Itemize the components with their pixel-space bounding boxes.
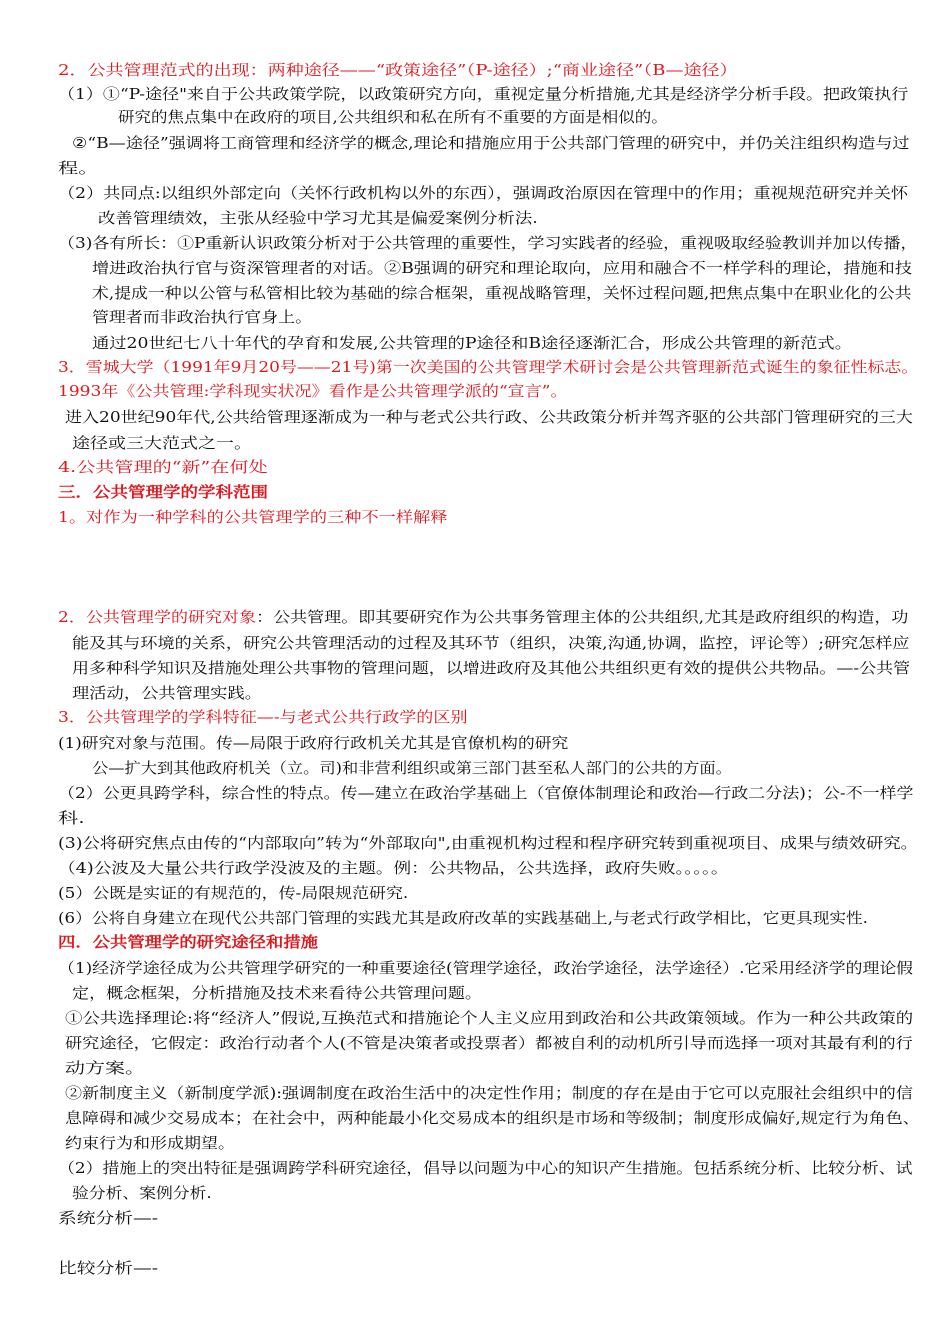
paragraph-line: 进入20世纪90年代,公共给管理逐渐成为一种与老式公共行政、公共政策分析并驾齐驱的公共部门管理研究的三大 — [65, 408, 913, 426]
section-heading: 2．公共管理学的研究对象 — [58, 608, 257, 626]
paragraph-line: （2）共同点:以组织外部定向（关怀行政机构以外的东西），强调政治原因在管理中的作用；重视规范研究并关怀 — [58, 184, 909, 202]
paragraph-line: 研究途径，它假定：政治行动者个人(不管是决策者或投票者）都被自利的动机所引导而选择一项对其最有利的行 — [65, 1034, 913, 1052]
paragraph-line: ②新制度主义（新制度学派):强调制度在政治生活中的决定性作用；制度的存在是由于它可以克服社会组织中的信 — [65, 1084, 913, 1102]
paragraph-line: （1)经济学途径成为公共管理学研究的一种重要途径(管理学途径，政治学途径，法学途径）.它采用经济学的理论假 — [58, 959, 914, 977]
paragraph-line: 公—扩大到其他政府机关（立。司)和非营利组织或第三部门甚至私人部门的公共的方面。 — [92, 759, 732, 777]
paragraph-line: 途径或三大范式之一。 — [72, 434, 253, 452]
paragraph-line: (6）公将自身建立在现代公共部门管理的实践尤其是政府改革的实践基础上,与老式行政学相比，它更具现实性. — [58, 909, 868, 927]
paragraph-line: 定，概念框架，分析措施及技术来看待公共管理问题。 — [72, 984, 483, 1002]
paragraph-line: （2）公更具跨学科，综合性的特点。传—建立在政治学基础上（官僚体制理论和政治—行政二分法)；公-不一样学 — [58, 784, 914, 802]
paragraph-line: 约束行为和形成期望。 — [65, 1134, 236, 1152]
paragraph-line: 比较分析—- — [58, 1259, 159, 1277]
paragraph-line: 研究的焦点集中在政府的项目,公共组织和私在所有不重要的方面是相似的。 — [118, 108, 668, 126]
paragraph-line: 系统分析—- — [58, 1209, 159, 1227]
paragraph-line: （1）①“P-途径"来自于公共政策学院，以政策研究方向，重视定量分析措施,尤其是经济学分析手段。把政策执行 — [58, 85, 909, 103]
section-heading: 4.公共管理的“新”在何处 — [58, 458, 268, 476]
paragraph-line: 动方案。 — [65, 1059, 146, 1077]
paragraph-line: （2）措施上的突出特征是强调跨学科研究途径，倡导以问题为中心的知识产生措施。包括系统分析、比较分析、试 — [58, 1159, 913, 1177]
paragraph-line: 理活动，公共管理实践。 — [72, 684, 263, 702]
paragraph-line: 息障碍和减少交易成本；在社会中，两种能最小化交易成本的组织是市场和等级制；制度形成偏好,规定行为角色、 — [65, 1109, 920, 1127]
section-heading: 3．公共管理学的学科特征—-与老式公共行政学的区别 — [58, 708, 468, 726]
paragraph-line: （4)公波及大量公共行政学没波及的主题。例：公共物品，公共选择，政府失败。。。。。 — [58, 859, 729, 877]
paragraph-line: 改善管理绩效，主张从经验中学习尤其是偏爱案例分析法. — [98, 209, 538, 227]
section-heading: 2．公共管理范式的出现：两种途径——“政策途径”（P-途径）;“商业途径”（B—途径） — [58, 61, 738, 79]
paragraph-line: （3)各有所长：①P重新认识政策分析对于公共管理的重要性，学习实践者的经验，重视吸取经验教训并加以传播， — [58, 234, 918, 252]
paragraph-line: 程。 — [58, 159, 99, 177]
paragraph-line: 能及其与环境的关系，研究公共管理活动的过程及其环节（组织，决策,沟通,协调，监控，评论等）;研究怎样应 — [72, 634, 910, 652]
paragraph-line: 术,提成一种以公管与私管相比较为基础的综合框架，重视战略管理，关怀过程问题,把焦点集中在职业化的公共 — [92, 284, 912, 302]
paragraph-line: 验分析、案例分析. — [72, 1184, 212, 1202]
paragraph-line: 用多种科学知识及措施处理公共事物的管理问题，以增进政府及其他公共组织更有效的提供公共物品。—-公共管 — [72, 659, 911, 677]
paragraph-line: ①公共选择理论:将“经济人”假说,互换范式和措施论个人主义应用到政治和公共政策领域。作为一种公共政策的 — [65, 1009, 914, 1027]
paragraph-line — [58, 607, 908, 627]
section-heading: 1993年《公共管理:学科现实状况》看作是公共管理学派的“宣言”。 — [58, 382, 568, 400]
paragraph-line: 增进政治执行官与资深管理者的对话。②B强调的研究和理论取向，应用和融合不一样学科的理论，措施和技 — [92, 259, 913, 277]
paragraph-line: (5）公既是实证的有规范的，传-局限规范研究. — [58, 884, 409, 902]
paragraph-line: 管理者而非政治执行官身上。 — [92, 308, 313, 326]
paragraph-line: ②“B—途径”强调将工商管理和经济学的概念,理论和措施应用于公共部门管理的研究中，并仍关注组织构造与过 — [72, 134, 910, 152]
chapter-heading: 三．公共管理学的学科范围 — [58, 483, 269, 501]
section-heading: 3．雪城大学（1991年9月20号——21号)第一次美国的公共管理学术研讨会是公共管理新范式诞生的象征性标志。 — [58, 358, 919, 376]
paragraph-text: ：公共管理。即其要研究作为公共事务管理主体的公共组织,尤其是政府组织的构造，功 — [256, 608, 909, 626]
section-heading: 1。对作为一种学科的公共管理学的三种不一样解释 — [58, 508, 448, 526]
paragraph-line: 科. — [58, 809, 85, 827]
paragraph-line: 通过20世纪七八十年代的孕育和发展,公共管理的P途径和B途径逐渐汇合，形成公共管理的新范式。 — [92, 334, 852, 352]
chapter-heading: 四．公共管理学的研究途径和措施 — [58, 933, 319, 951]
paragraph-line: (1)研究对象与范围。传—局限于政府行政机关尤其是官僚机构的研究 — [58, 734, 569, 752]
paragraph-line: (3)公将研究焦点由传的“内部取向”转为“外部取向",由重视机构过程和程序研究转到重视项目、成果与绩效研究。 — [58, 834, 918, 852]
